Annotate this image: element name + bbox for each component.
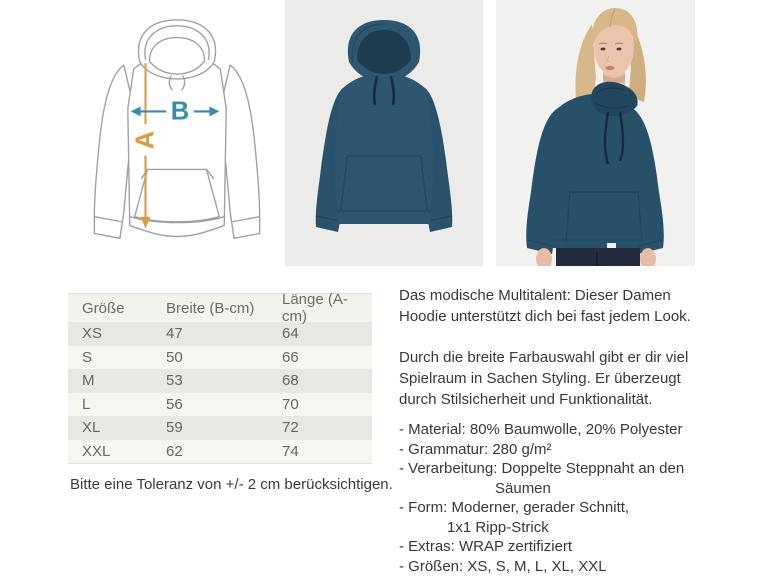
feature-form-cont: 1x1 Ripp-Strick xyxy=(399,518,744,538)
size-diagram-image xyxy=(82,14,272,260)
width-cell: 56 xyxy=(166,396,282,413)
tolerance-note: Bitte eine Toleranz von +/- 2 cm berücksichtigen. xyxy=(70,476,393,493)
text-line: durch Stilsicherheit und Funktionalität. xyxy=(399,389,744,410)
size-table-header-size: Größe xyxy=(68,300,166,317)
intro-paragraph xyxy=(399,285,744,327)
product-photo-hoodie xyxy=(285,0,483,266)
width-cell: 53 xyxy=(166,372,282,389)
length-cell: 74 xyxy=(282,443,372,460)
text-line: Hoodie unterstützt dich bei fast jedem Look. xyxy=(399,306,744,327)
length-cell: 68 xyxy=(282,372,372,389)
size-cell: S xyxy=(68,349,166,366)
hoodie-product-image xyxy=(285,0,483,266)
feature-verarbeitung: - Verarbeitung: Doppelte Steppnaht an den xyxy=(399,459,744,479)
length-cell: 64 xyxy=(282,325,372,342)
table-row xyxy=(68,322,372,346)
feature-form: - Form: Moderner, gerader Schnitt, xyxy=(399,498,744,518)
table-row xyxy=(68,416,372,440)
size-table-header-width: Breite (B-cm) xyxy=(166,300,282,317)
table-row xyxy=(68,393,372,417)
feature-groessen: - Größen: XS, S, M, L, XL, XXL xyxy=(399,557,744,576)
feature-verarbeitung-cont: Säumen xyxy=(399,479,744,499)
table-row xyxy=(68,440,372,464)
length-cell: 66 xyxy=(282,349,372,366)
feature-extras: - Extras: WRAP zertifiziert xyxy=(399,537,744,557)
feature-material: - Material: 80% Baumwolle, 20% Polyester xyxy=(399,420,744,440)
measure-label-b: B xyxy=(171,97,189,125)
feature-grammatur: - Grammatur: 280 g/m² xyxy=(399,440,744,460)
diagram-hood xyxy=(138,20,215,79)
text-line: Durch die breite Farbauswahl gibt er dir viel xyxy=(399,347,744,368)
diagram-pocket xyxy=(135,169,220,221)
size-cell: XXL xyxy=(68,443,166,460)
measure-label-a: A xyxy=(132,131,160,149)
size-table xyxy=(68,293,372,464)
hoodie-line-art xyxy=(82,14,272,260)
size-cell: XL xyxy=(68,419,166,436)
width-cell: 50 xyxy=(166,349,282,366)
size-cell: M xyxy=(68,372,166,389)
length-cell: 72 xyxy=(282,419,372,436)
table-row xyxy=(68,346,372,370)
width-cell: 47 xyxy=(166,325,282,342)
size-table-header-row xyxy=(68,294,372,322)
length-cell: 70 xyxy=(282,396,372,413)
text-line: Das modische Multitalent: Dieser Damen xyxy=(399,285,744,306)
size-cell: XS xyxy=(68,325,166,342)
styling-paragraph xyxy=(399,347,744,410)
product-description xyxy=(399,285,744,576)
size-cell: L xyxy=(68,396,166,413)
width-cell: 59 xyxy=(166,419,282,436)
size-table-header-length: Länge (A-cm) xyxy=(282,291,372,325)
table-row xyxy=(68,369,372,393)
width-cell: 62 xyxy=(166,443,282,460)
model-wearing-hoodie-image xyxy=(496,0,695,266)
feature-list xyxy=(399,420,744,576)
text-line: Spielraum in Sachen Styling. Er überzeugt xyxy=(399,368,744,389)
model-photo xyxy=(496,0,695,266)
